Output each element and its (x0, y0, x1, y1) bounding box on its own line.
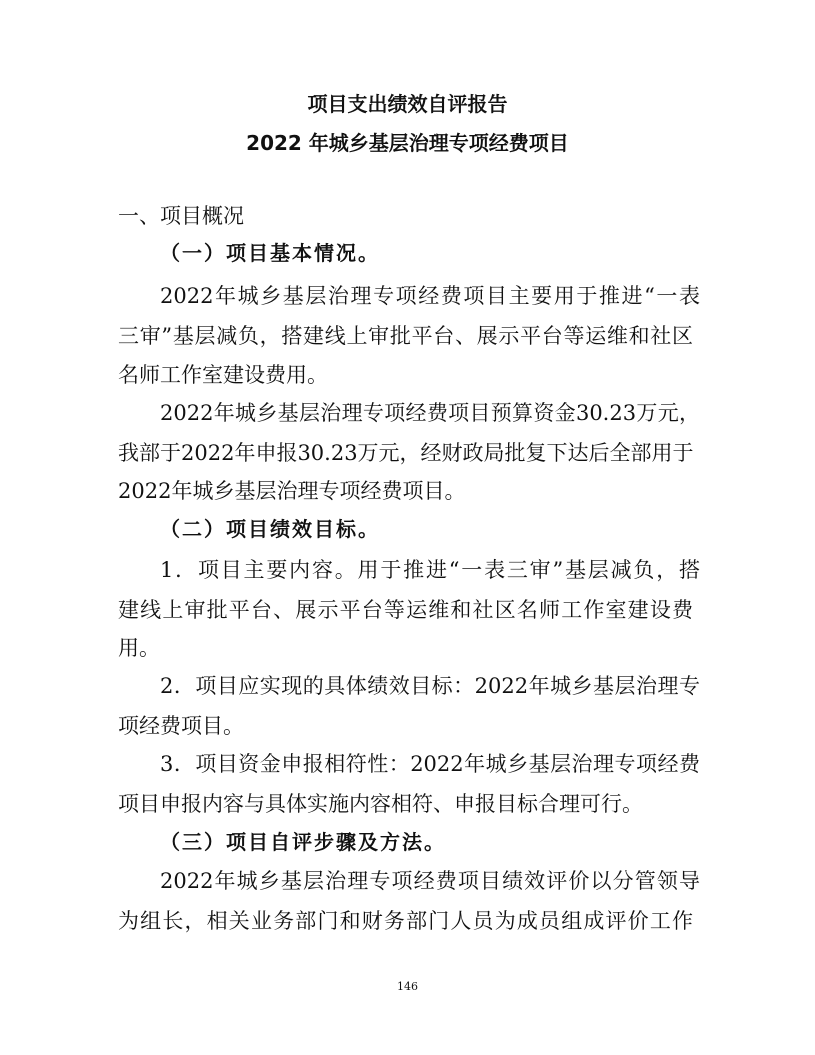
paragraph-line: 3．项目资金申报相符性：2022年城乡基层治理专项经费 (160, 752, 700, 776)
paragraph-line: 用。 (118, 636, 160, 660)
page-number: 146 (397, 980, 418, 993)
paragraph-line: 项经费项目。 (118, 714, 244, 738)
paragraph-line: 2022年城乡基层治理专项经费项目绩效评价以分管领导 (160, 869, 700, 893)
subsection-heading: （三）项目自评步骤及方法。 (160, 830, 446, 854)
subsection-heading: （一）项目基本情况。 (160, 241, 380, 265)
report-title: 项目支出绩效自评报告 (307, 92, 508, 116)
report-subtitle: 2022 年城乡基层治理专项经费项目 (246, 131, 569, 155)
paragraph-line: 三审”基层减负，搭建线上审批平台、展示平台等运维和社区 (118, 324, 693, 348)
paragraph-line: 名师工作室建设费用。 (118, 363, 328, 387)
paragraph-line: 2022年城乡基层治理专项经费项目主要用于推进“一表 (160, 284, 700, 308)
paragraph-line: 1．项目主要内容。用于推进“一表三审”基层减负，搭 (160, 558, 700, 582)
paragraph-line: 2022年城乡基层治理专项经费项目预算资金30.23万元， (160, 401, 700, 425)
subsection-heading: （二）项目绩效目标。 (160, 517, 380, 541)
paragraph-line: 2．项目应实现的具体绩效目标：2022年城乡基层治理专 (160, 674, 700, 698)
paragraph-line: 我部于2022年申报30.23万元，经财政局批复下达后全部用于 (118, 441, 694, 465)
paragraph-line: 项目申报内容与具体实施内容相符、申报目标合理可行。 (118, 792, 643, 816)
section-heading: 一、项目概况 (118, 204, 244, 228)
paragraph-line: 建线上审批平台、展示平台等运维和社区名师工作室建设费 (118, 598, 693, 622)
paragraph-line: 为组长，相关业务部门和财务部门人员为成员组成评价工作 (118, 909, 693, 933)
paragraph-line: 2022年城乡基层治理专项经费项目。 (118, 479, 466, 503)
